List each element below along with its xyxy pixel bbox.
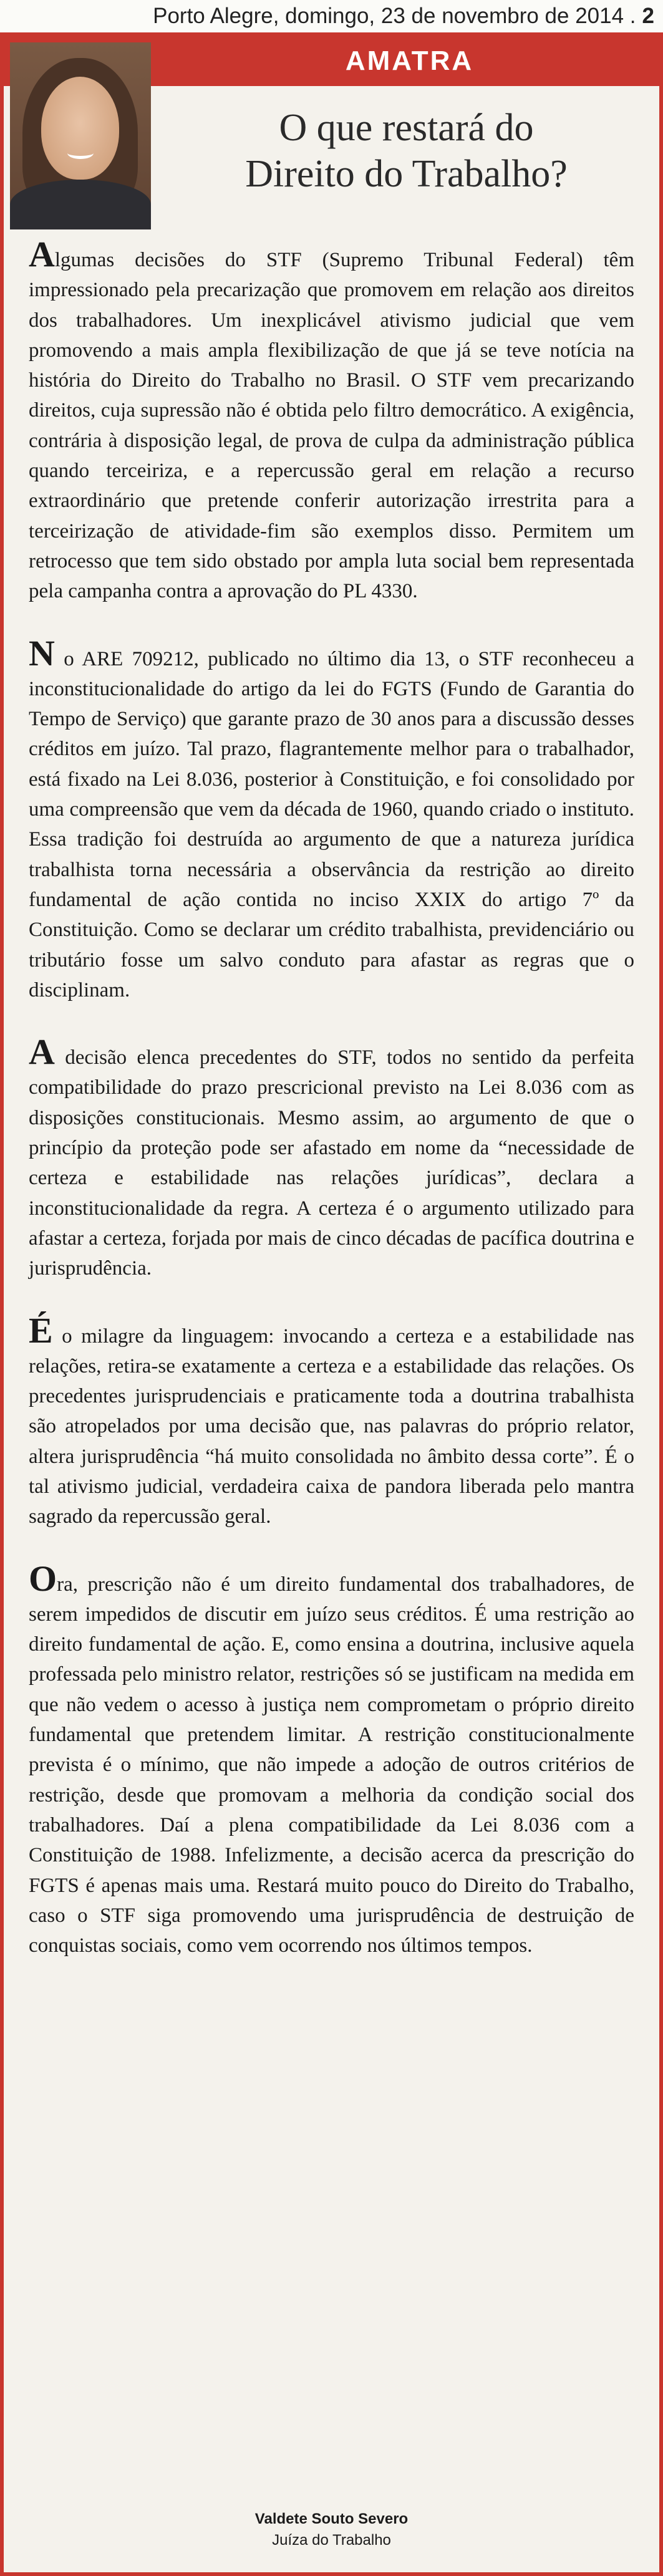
article-frame xyxy=(0,32,663,2576)
author-photo xyxy=(10,42,151,229)
drop-cap: A xyxy=(29,234,55,274)
section-title: AMATRA xyxy=(345,46,474,76)
byline xyxy=(4,2511,659,2549)
dateline-text: Porto Alegre, domingo, 23 de novembro de 2014 . xyxy=(153,4,636,28)
dateline xyxy=(0,0,663,32)
drop-cap: A xyxy=(29,1031,55,1073)
author-name: Valdete Souto Severo xyxy=(254,2511,409,2527)
paragraph-text: decisão elenca precedentes do STF, todos no sentido da perfeita compatibilidade do prazo prescricional previsto na Lei 8.036 com as disposições constitucionais. Mesmo assim, ao argumento de que o princípio da proteção pode ser afastado em nome da “necessidade de certeza e estabilidade nas relações jurídicas”, declara a inconstitucionalidade da regra. A certeza é o argumento utilizado para afastar a certeza, forjada por mais de cinco décadas de pacífica doutrina e jurisprudência. xyxy=(29,1046,634,1280)
headline-line-2: Direito do Trabalho? xyxy=(245,153,568,195)
article-body xyxy=(29,234,635,1998)
headline xyxy=(160,105,653,197)
author-role: Juíza do Trabalho xyxy=(272,2532,391,2549)
paragraph-1 xyxy=(29,234,634,607)
paragraph-4 xyxy=(29,1310,635,1532)
paragraph-5 xyxy=(29,1558,634,1961)
paragraph-text: o milagre da linguagem: invocando a certeza e a estabilidade nas relações, retira-se exatamente a certeza e a estabilidade das relações. Os precedentes jurisprudenciais e praticamente toda a doutrina trabalhista são atropelados por uma decisão que, nas palavras do próprio relator, altera jurisprudência “há muito consolidada no âmbito dessa corte”. É o tal ativismo judicial, verdadeira caixa de pandora liberada pelo mantra sagrado da repercussão geral. xyxy=(29,1324,635,1528)
paragraph-text: ra, prescrição não é um direito fundamental dos trabalhadores, de serem impedidos de discutir em juízo seus créditos. É uma restrição ao direito fundamental de ação. E, como ensina a doutrina, inclusive aquela professada pelo ministro relator, restrições só se justificam na medida em que não vedem o acesso à justiça nem comprometam o próprio direito fundamental que pretendem limitar. A restrição constitucionalmente prevista é o mínimo, que não impede a adoção de outros critérios de restrição, desde que promovam a melhoria da condição social dos trabalhadores. Daí a plena compatibilidade da Lei 8.036 com a Constituição de 1988. Infelizmente, a decisão acerca da prescrição do FGTS é apenas mais uma. Restará muito pouco do Direito do Trabalho, caso o STF siga promovendo uma jurisprudência de destruição de conquistas sociais, como vem ocorrendo nos últimos tempos. xyxy=(29,1573,634,1957)
paragraph-3 xyxy=(29,1031,634,1283)
drop-cap: N xyxy=(29,632,55,673)
drop-cap: O xyxy=(29,1558,57,1599)
headline-line-1: O que restará do xyxy=(279,107,534,149)
drop-cap: É xyxy=(29,1310,53,1351)
paragraph-text: lgumas decisões do STF (Supremo Tribunal Federal) têm impressionado pela precarização que promovem em relação aos direitos dos trabalhadores. Um inexplicável ativismo judicial que vem promovendo a mais ampla flexibilização de que já se teve notícia na história do Direito do Trabalho no Brasil. O STF vem precarizando direitos, cuja supressão não é obtida pelo filtro democrático. A exigência, contrária à disposição legal, de prova de culpa da administração pública quando terceiriza, e a repercussão geral em relação a recurso extraordinário que pretende conferir autorização irrestrita para a terceirização de atividade-fim são exemplos disso. Permitem um retrocesso que tem sido obstado por ampla luta social bem representada pela campanha contra a aprovação do PL 4330. xyxy=(29,249,634,603)
paragraph-2 xyxy=(29,632,634,1006)
page-number: 2 xyxy=(642,4,654,28)
paragraph-text: o ARE 709212, publicado no último dia 13, o STF reconheceu a inconstitucionalidade do artigo da lei do FGTS (Fundo de Garantia do Tempo de Serviço) que garante prazo de 30 anos para a discussão desses créditos em juízo. Tal prazo, flagrantemente melhor para o trabalhador, está fixado na Lei 8.036, posterior à Constituição, e foi consolidado por uma compreensão que vem da década de 1960, quando criado o instituto. Essa tradição foi destruída ao argumento de que a natureza jurídica trabalhista torna necessária a observância da restrição ao direito fundamental de ação contida no inciso XXIX do artigo 7º da Constituição. Como se declarar um crédito trabalhista, previdenciário ou tributário fosse um salvo conduto para afastar as regras que o disciplinam. xyxy=(29,647,634,1001)
